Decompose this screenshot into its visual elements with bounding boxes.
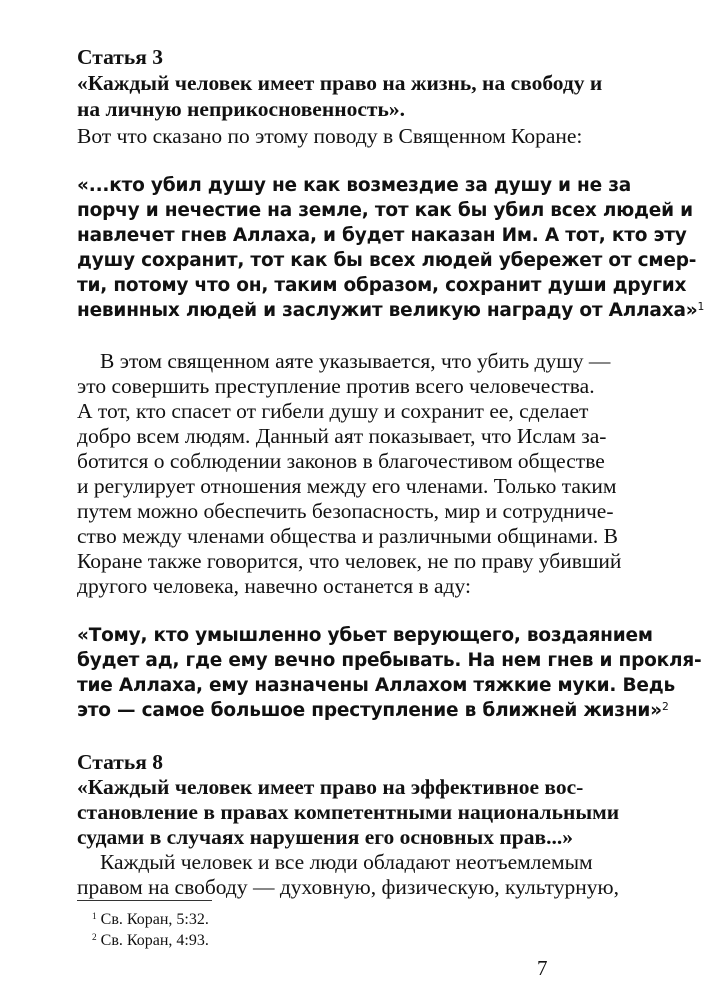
article-8-heading: Статья 8 <box>77 750 163 774</box>
article-3-heading: Статья 3 <box>77 45 163 69</box>
koran-quote-last-line <box>77 702 669 721</box>
koran-quote-line: навлечет гнев Аллаха, и будет наказан Им. А тот, кто эту <box>77 225 687 246</box>
footnote-ref: 2 <box>661 700 669 714</box>
intro-line: Вот что сказано по этому поводу в Священном Коране: <box>77 124 583 148</box>
article-8-quote-line: судами в случаях нарушения его основных прав...» <box>77 825 573 849</box>
paragraph-line: В этом священном аяте указывается, что убить душу — <box>100 349 611 373</box>
article-8-text-line: правом на свободу — духовную, физическую, культурную, <box>77 875 619 899</box>
koran-quote-text: невинных людей и заслужит великую награду от Аллаха» <box>77 300 698 321</box>
koran-quote-line: порчу и нечестие на земле, тот как бы убил всех людей и <box>77 200 693 221</box>
footnote-ref: 1 <box>697 300 704 314</box>
paragraph-line: А тот, кто спасет от гибели душу и сохранит ее, сделает <box>77 399 589 423</box>
footnote-text: Св. Коран, 4:93. <box>100 932 209 949</box>
koran-quote-last-line <box>77 302 704 321</box>
article-3-quote-line: на личную неприкосновенность». <box>77 97 405 121</box>
paragraph-line: путем можно обеспечить безопасность, мир и сотрудниче- <box>77 499 614 523</box>
paragraph-line: и регулирует отношения между его членами. Только таким <box>77 474 617 498</box>
koran-quote-line: «...кто убил душу не как возмездие за душу и не за <box>77 175 632 196</box>
footnote-number: 1 <box>92 911 97 922</box>
footnote <box>92 933 209 949</box>
paragraph-line: добро всем людям. Данный аят показывает, что Ислам за- <box>77 424 607 448</box>
article-8-quote-line: «Каждый человек имеет право на эффективное вос- <box>77 775 584 799</box>
footnote-number: 2 <box>92 932 97 943</box>
koran-quote-line: «Тому, кто умышленно убьет верующего, воздаянием <box>77 625 653 646</box>
footnote-divider <box>77 900 212 901</box>
koran-quote-line: душу сохранит, тот как бы всех людей убережет от смер- <box>77 250 697 271</box>
paragraph-line: Коране также говорится, что человек, не по праву убивший <box>77 549 622 573</box>
koran-quote-line: будет ад, где ему вечно пребывать. На нем гнев и прокля- <box>77 650 702 671</box>
paragraph-line: ботится о соблюдении законов в благочестивом обществе <box>77 449 605 473</box>
footnote-text: Св. Коран, 5:32. <box>100 911 209 928</box>
paragraph-line: это совершить преступление против всего человечества. <box>77 374 595 398</box>
footnote <box>92 912 209 928</box>
paragraph-line: ство между членами общества и различными общинами. В <box>77 524 618 548</box>
article-8-quote-line: становление в правах компетентными национальными <box>77 800 620 824</box>
paragraph-last-line: другого человека, навечно останется в аду: <box>77 574 471 598</box>
koran-quote-text: это — самое большое преступление в ближней жизни» <box>77 700 662 721</box>
page-number: 7 <box>537 956 548 980</box>
koran-quote-line: тие Аллаха, ему назначены Аллахом тяжкие муки. Ведь <box>77 675 675 696</box>
koran-quote-line: ти, потому что он, таким образом, сохранит души других <box>77 275 687 296</box>
article-3-quote-line: «Каждый человек имеет право на жизнь, на свободу и <box>77 71 603 95</box>
article-8-text-line: Каждый человек и все люди обладают неотъемлемым <box>100 850 593 874</box>
